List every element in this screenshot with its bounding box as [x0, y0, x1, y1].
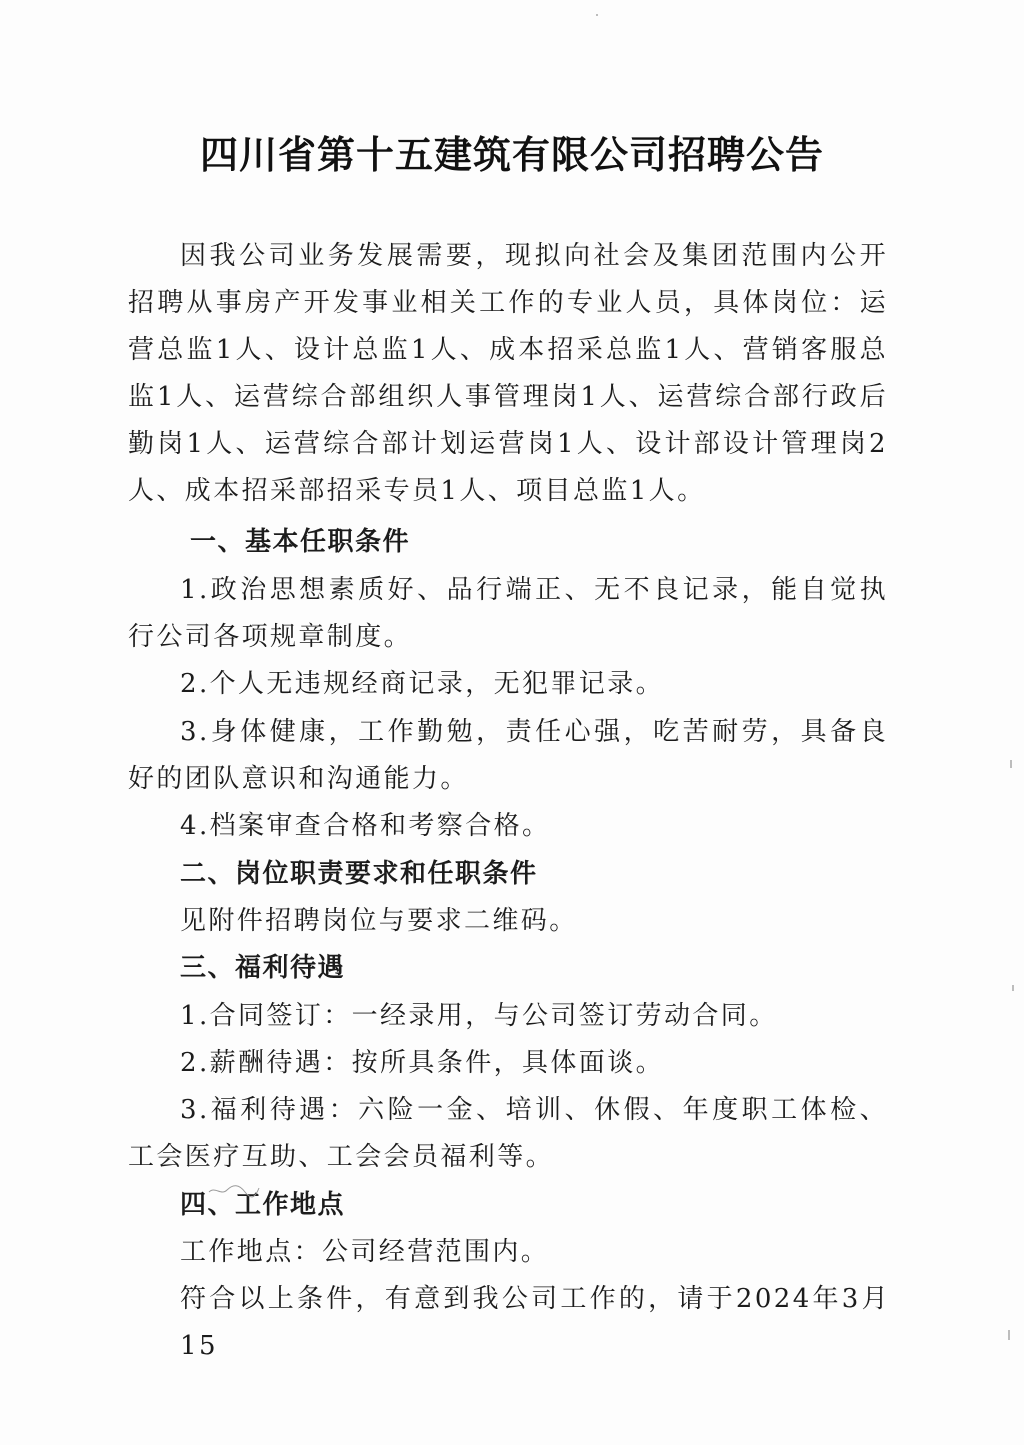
section4-heading: 四、工作地点 [180, 1190, 346, 1220]
scan-speck [1010, 760, 1012, 768]
section3-item-1-block [128, 993, 888, 1040]
closing-text: 符合以上条件，有意到我公司工作的，请于2024年3月15 [180, 1284, 890, 1361]
section1-item-1-block [128, 567, 888, 661]
section1-item-3: 3.身体健康，工作勤勉，责任心强，吃苦耐劳，具备良好的团队意识和沟通能力。 [128, 717, 888, 794]
section1-item-2: 2.个人无违规经商记录，无犯罪记录。 [180, 669, 665, 699]
scan-speck [596, 14, 598, 16]
section3-heading: 三、福利待遇 [180, 953, 346, 983]
section2-heading: 二、岗位职责要求和任职条件 [180, 859, 538, 889]
section1-item-4: 4.档案审查合格和考察合格。 [180, 811, 551, 841]
pen-scribble-mark [205, 1178, 263, 1202]
section3-item-1: 1.合同签订：一经录用，与公司签订劳动合同。 [180, 1001, 778, 1031]
section2-text-block [180, 898, 890, 945]
section1-item-1: 1.政治思想素质好、品行端正、无不良记录，能自觉执行公司各项规章制度。 [128, 575, 888, 652]
section2-heading-block [180, 851, 890, 898]
section1-heading-block [190, 519, 890, 566]
section2-text: 见附件招聘岗位与要求二维码。 [180, 906, 578, 936]
section1-item-4-block [128, 803, 888, 850]
intro-text: 因我公司业务发展需要，现拟向社会及集团范围内公开招聘从事房产开发事业相关工作的专业人员，具体岗位：运营总监1人、设计总监1人、成本招采总监1人、营销客服总监1人、运营综合部组织人事管理岗1人、运营综合部行政后勤岗1人、运营综合部计划运营岗1人、设计部设计管理岗2人、成本招采部招采专员1人、项目总监1人。 [128, 241, 888, 506]
section4-text: 工作地点：公司经营范围内。 [180, 1237, 550, 1267]
section1-item-2-block [128, 661, 888, 708]
section3-item-2: 2.薪酬待遇：按所具条件，具体面谈。 [180, 1048, 665, 1078]
scan-speck [1008, 1330, 1010, 1340]
intro-paragraph [128, 233, 888, 515]
closing-block [180, 1276, 890, 1370]
section1-item-3-block [128, 709, 888, 803]
section4-text-block [180, 1229, 890, 1276]
section3-item-3: 3.福利待遇：六险一金、培训、休假、年度职工体检、工会医疗互助、工会会员福利等。 [128, 1095, 888, 1172]
document-title: 四川省第十五建筑有限公司招聘公告 [199, 133, 824, 177]
section3-heading-block [180, 945, 890, 992]
section1-heading: 一、基本任职条件 [190, 527, 411, 557]
section4-heading-block [180, 1182, 890, 1229]
scan-speck [1012, 985, 1014, 991]
section3-item-3-block [128, 1087, 888, 1181]
section3-item-2-block [128, 1040, 888, 1087]
